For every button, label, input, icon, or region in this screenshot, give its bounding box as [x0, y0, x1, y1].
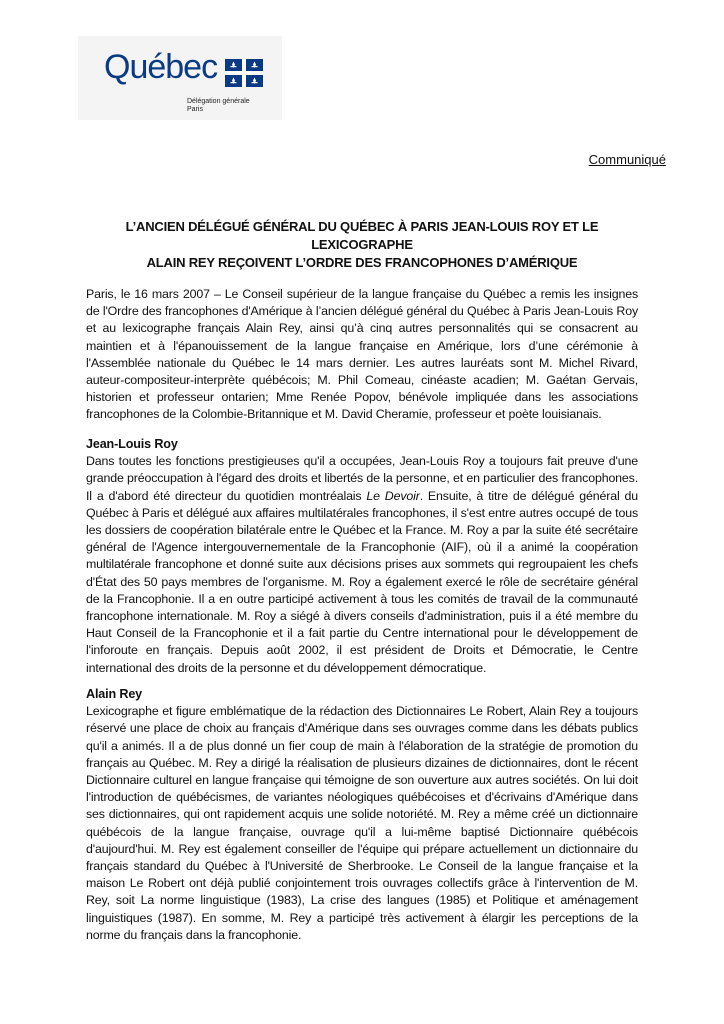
quebec-logo	[78, 36, 282, 120]
rey-heading: Alain Rey	[86, 687, 143, 701]
roy-text-after: . Ensuite, à titre de délégué général du Québec à Paris et délégué aux affaires multilatérales francophones, il s'est entre autres occupé de tous les dossiers de coopération bilatérale entre le Québec et la France. M. Roy a par la suite été secrétaire général de l'Agence intergouvernementale de la Francophonie (AIF), où il a animé la coopération multilatérale francophone et donné suite aux décisions prises aux sommets qui regroupaient les chefs d'État des 50 pays membres de l'organisme. M. Roy a également exercé le rôle de secrétaire général de la Francophonie. Il a en outre participé activement à tous les comités de travail de la communauté francophone internationale. M. Roy a siégé à divers conseils d'administration, puis il a été membre du Haut Conseil de la Francophonie et il a fait partie du Centre international pour le développement de l'inforoute en français. Depuis août 2002, il est président de Droits et Démocratie, le Centre international des droits de la personne et du développement démocratique.	[86, 488, 638, 675]
roy-newspaper-name: Le Devoir	[366, 488, 420, 503]
intro-paragraph: Paris, le 16 mars 2007 – Le Conseil supérieur de la langue française du Québec a remis les insignes de l'Ordre des francophones d'Amérique à l’ancien délégué général du Québec à Paris Jean-Louis Roy et au lexicographe français Alain Rey, ainsi qu’à cinq autres personnalités qui se consacrent au maintien et à l'épanouissement de la langue française en Amérique, lors d’une cérémonie à l'Assemblée nationale du Québec le 14 mars dernier. Les autres lauréats sont M. Michel Rivard, auteur-compositeur-interprète québécois; M. Phil Comeau, cinéaste acadien; M. Gaétan Gervais, historien et professeur ontarien; Mme Renée Popov, bénévole impliquée dans les associations francophones de la Colombie-Britannique et M. David Cheramie, professeur et poète louisianais.	[86, 287, 638, 422]
roy-text-before: Dans toutes les fonctions prestigieuses qu'il a occupées, Jean-Louis Roy a toujours fait preuve d'une grande préoccupation à l'égard des droits et libertés de la personne, et en particulier des francophones. Il a d'abord été directeur du quotidien montréalais	[86, 454, 638, 503]
headline-line2: ALAIN REY REÇOIVENT L’ORDRE DES FRANCOPHONES D’AMÉRIQUE	[146, 255, 578, 270]
rey-paragraph: Lexicographe et figure emblématique de la rédaction des Dictionnaires Le Robert, Alain Rey a toujours réservé une place de choix au français d'Amérique dans ses ouvrages comme dans les débats publics qu'il a animés. Il a de plus donné un fier coup de main à l'élaboration de la stratégie de promotion du français au Québec. M. Rey a dirigé la réalisation de plusieurs dizaines de dictionnaires, dont le récent Dictionnaire culturel en langue française qui témoigne de son ouverture aux autres sociétés. On lui doit l'introduction de québécismes, de variantes néologiques québécoises et d'écrivains d'Amérique dans ses dictionnaires, qui ont rapidement acquis une solide notoriété. M. Rey a même créé un dictionnaire québécois de la langue française, ouvrage qu'il a lui-même baptisé Dictionnaire québécois d'aujourd'hui. M. Rey est également conseiller de l'équipe qui prépare actuellement un dictionnaire du français standard du Québec à l'Université de Sherbrooke. Le Conseil de la langue française et la maison Le Robert ont déjà publié conjointement trois ouvrages collectifs grâce à l'intervention de M. Rey, soit La norme linguistique (1983), La crise des langues (1985) et Politique et aménagement linguistiques (1987). En somme, M. Rey a participé très activement à élargir les perceptions de la norme du français dans la francophonie.	[86, 704, 638, 942]
rey-section	[86, 686, 638, 944]
fleur-de-lis-flag-icon	[225, 59, 263, 87]
headline-line1: L’ANCIEN DÉLÉGUÉ GÉNÉRAL DU QUÉBEC À PARIS JEAN-LOUIS ROY ET LE LEXICOGRAPHE	[125, 219, 599, 252]
logo-subtitle-line2: Paris	[187, 106, 203, 113]
intro-section	[86, 286, 638, 424]
document-type-label: Communiqué	[588, 152, 666, 167]
logo-wordmark: Québec	[104, 48, 218, 86]
roy-section	[86, 436, 638, 677]
roy-paragraph	[86, 453, 638, 677]
logo-subtitle-line1: Délégation générale	[187, 98, 250, 105]
roy-heading: Jean-Louis Roy	[86, 437, 178, 451]
press-release-headline	[86, 218, 638, 272]
logo-subtitle	[187, 98, 250, 114]
